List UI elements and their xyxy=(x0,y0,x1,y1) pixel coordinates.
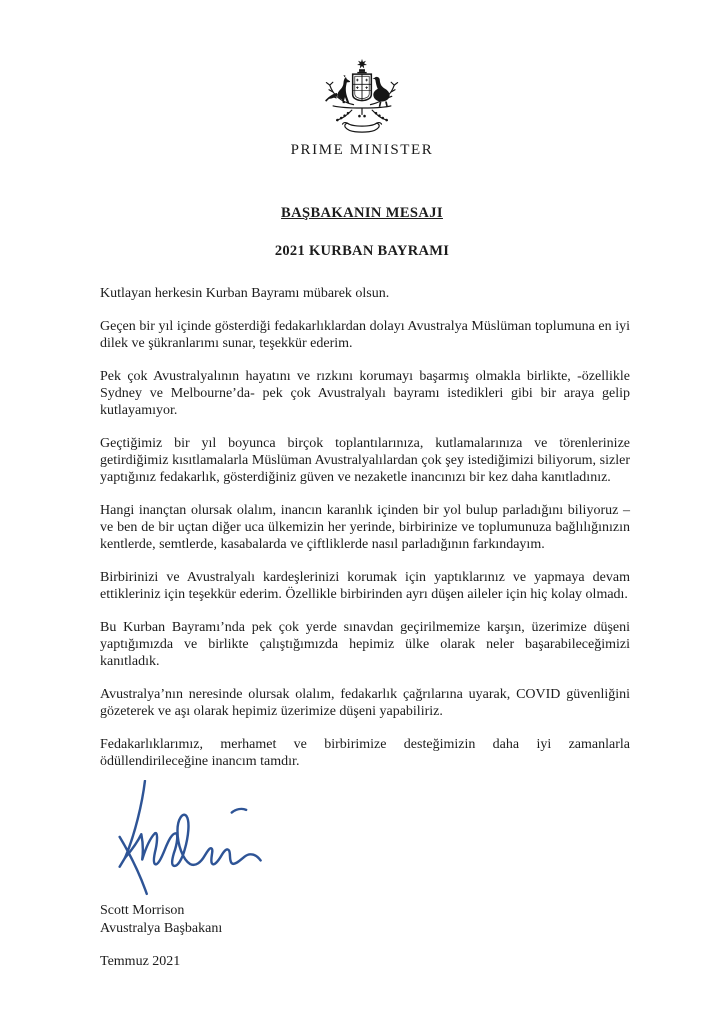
paragraph: Bu Kurban Bayramı’nda pek çok yerde sınavdan geçirilmemize karşın, üzerimize düşeni yaptığımızda ve birlikte çalıştığımızda hepimiz ülke olarak neler başarabileceğimizi kanıtladık. xyxy=(100,620,630,669)
paragraph: Pek çok Avustralyalının hayatını ve rızkını korumayı başarmış olmakla birlikte, -özellikle Sydney ve Melbourne’da- pek çok Avustralyalı bayramı istedikleri gibi bir araya gelip kutlayamıyor. xyxy=(100,369,630,418)
office-title: PRIME MINISTER xyxy=(290,142,434,158)
paragraph: Hangi inançtan olursak olalım, inancın karanlık içinden bir yol bulup parladığını biliyoruz – ve ben de bir uçtan diğer uca ülkemizin her yerinde, birbirinize ve toplumunuza bağlılığınızın kentlerde, semtlerde, kasabalarda ve çiftliklerde nasıl parladığının farkındayım. xyxy=(100,503,630,552)
document-date: Temmuz 2021 xyxy=(100,954,181,969)
paragraph: Fedakarlıklarımız, merhamet ve birbirimize desteğimizin daha iyi zamanlarla ödüllendirileceğine inancım tamdır. xyxy=(100,737,630,769)
signoff-block xyxy=(100,780,724,970)
scott-morrison-signature xyxy=(112,780,280,902)
paragraph: Avustralya’nın neresinde olursak olalım, fedakarlık çağrılarına uyarak, COVID güvenliğini gözeterek ve aşı olarak hepimiz üzerimize düşeni yapabiliriz. xyxy=(100,687,630,719)
paragraph: Geçtiğimiz bir yıl boyunca birçok toplantılarınıza, kutlamalarınıza ve törenlerinize getirdiğimiz kısıtlamalarla Müslüman Avustralyalılardan çok şey istediğimizi biliyorum, sizler yaptığınız fedakarlık, gösterdiğiniz güven ve nezaketle inancınızı bir kez daha kanıtladınız. xyxy=(100,436,630,485)
signer-name: Scott Morrison xyxy=(100,903,185,918)
paragraph: Birbirinizi ve Avustralyalı kardeşlerinizi korumak için yaptıklarınız ve yapmaya devam ettikleriniz için teşekkür ederim. Özellikle birbirinden ayrı düşen aileler için hiç kolay olmadı. xyxy=(100,570,630,602)
letter-body xyxy=(100,285,630,770)
letterhead xyxy=(0,0,724,159)
document-title: BAŞBAKANIN MESAJI xyxy=(281,205,443,221)
paragraph: Geçen bir yıl içinde gösterdiği fedakarlıklardan dolayı Avustralya Müslüman toplumuna en iyi dilek ve şükranlarımı sunar, teşekkür ederim. xyxy=(100,319,630,351)
document-headings xyxy=(0,205,724,260)
australian-coat-of-arms-icon xyxy=(310,58,414,136)
signer-role: Avustralya Başbakanı xyxy=(100,921,223,936)
paragraph: Kutlayan herkesin Kurban Bayramı mübarek olsun. xyxy=(100,286,390,301)
document-subtitle: 2021 KURBAN BAYRAMI xyxy=(274,243,450,259)
